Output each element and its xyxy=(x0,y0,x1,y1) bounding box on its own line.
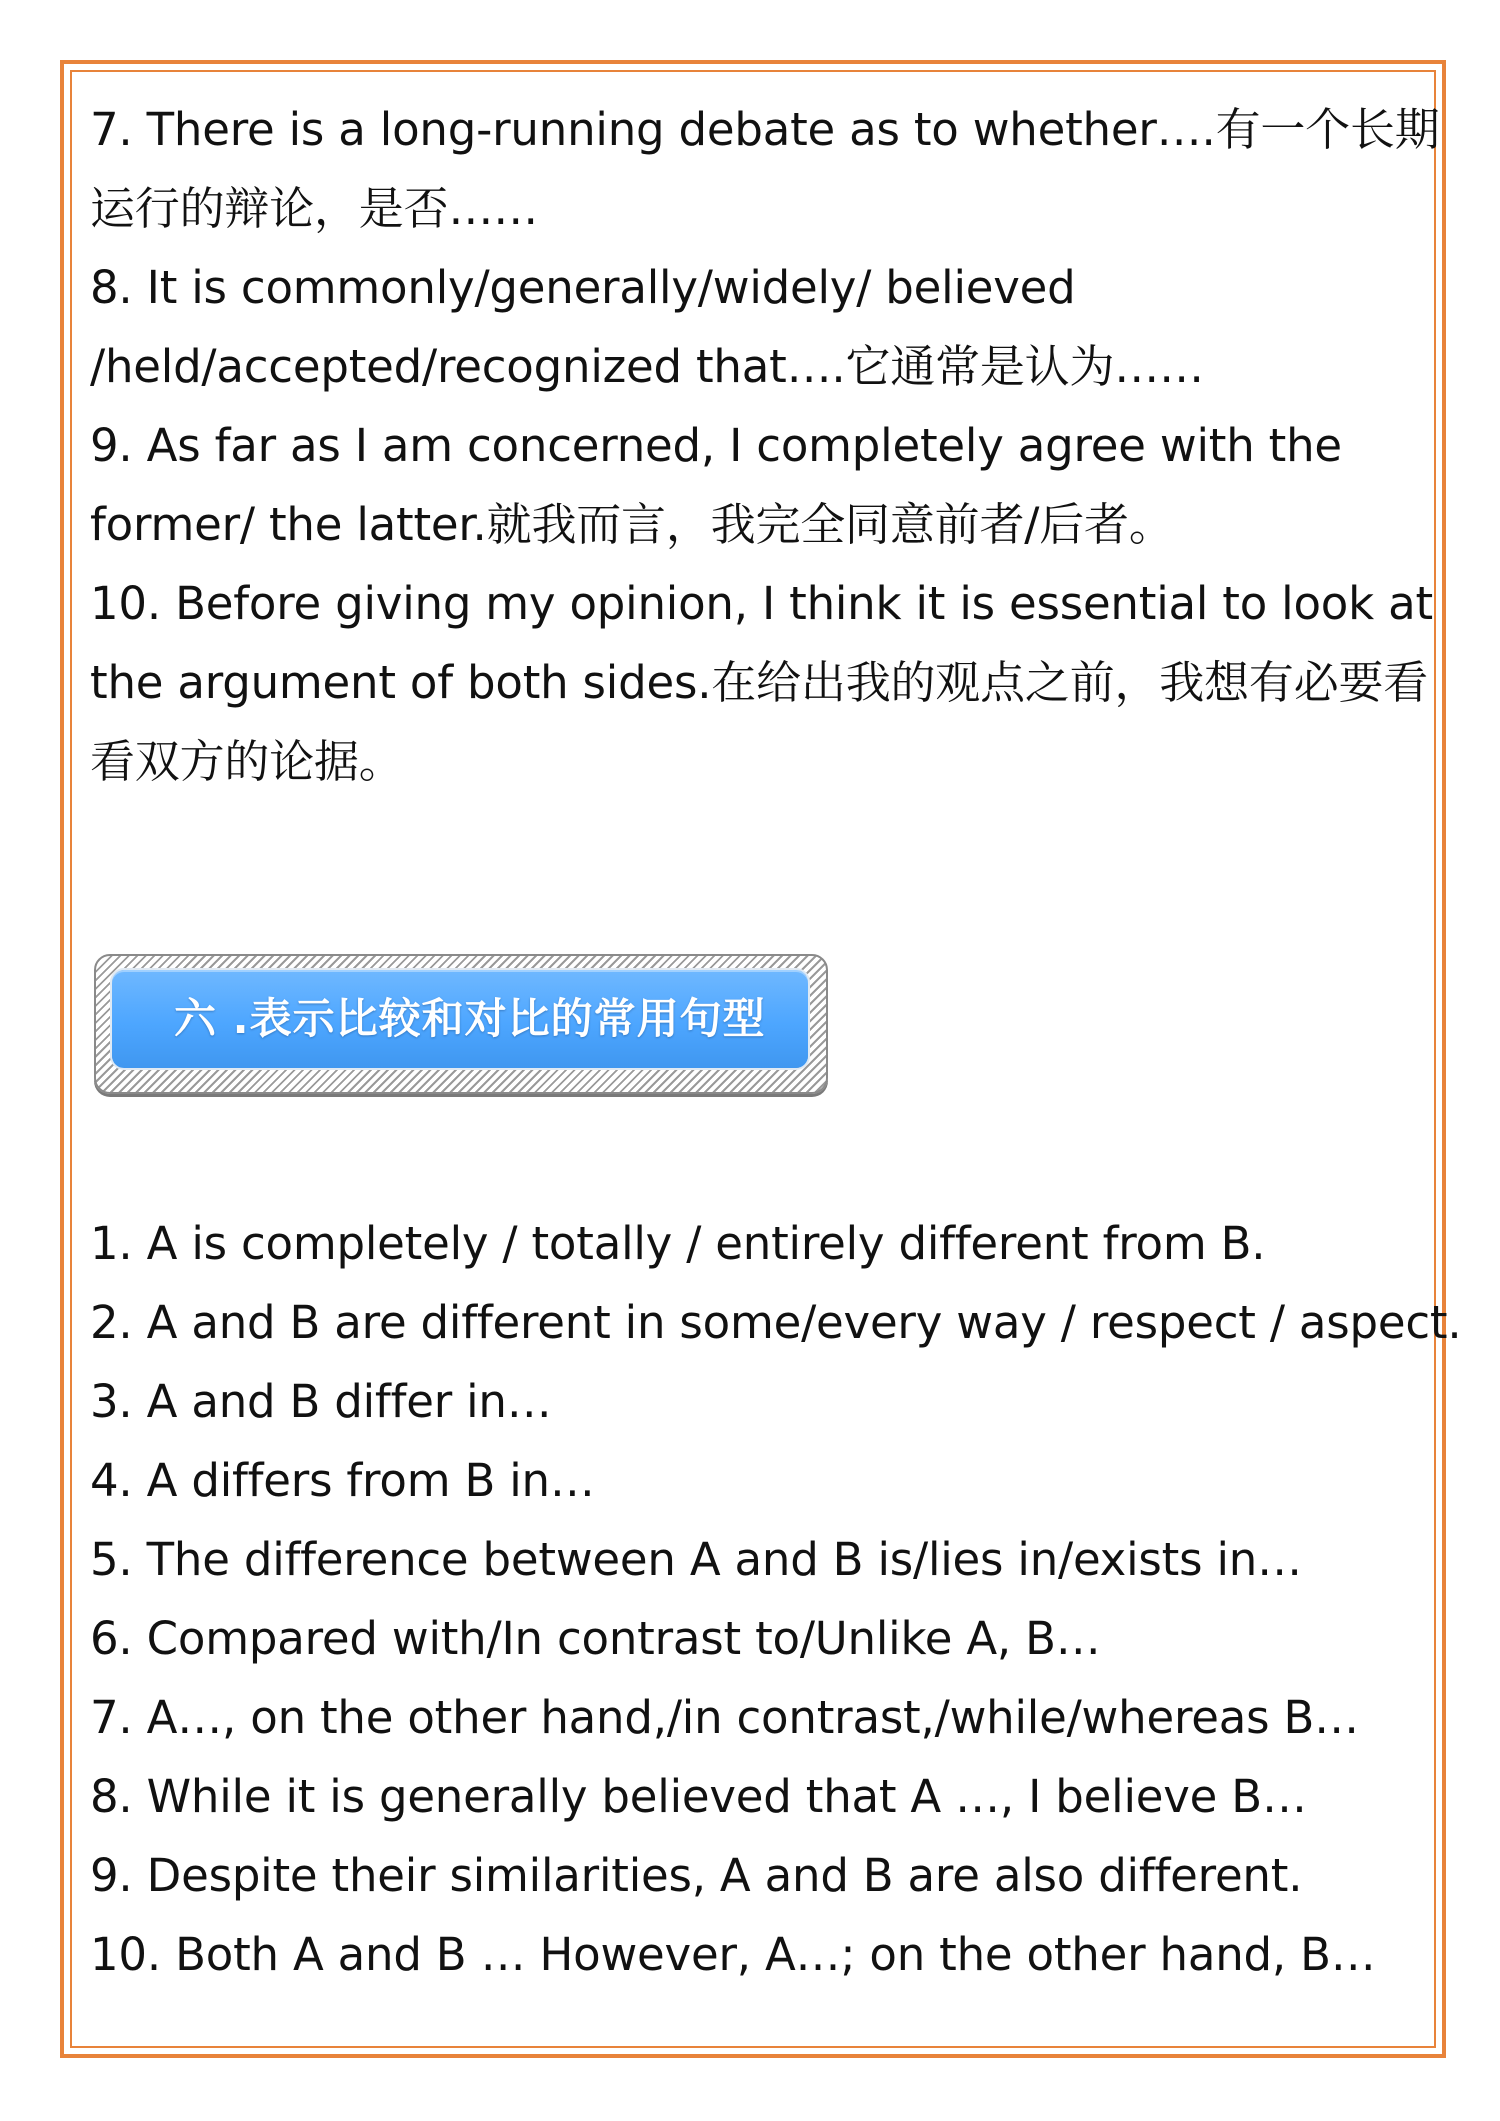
text-line: 9. As far as I am concerned, I completely agree with the xyxy=(90,419,1342,472)
list-item: 4. A differs from B in… xyxy=(90,1454,595,1507)
text-line: the argument of both sides.在给出我的观点之前，我想有必要看 xyxy=(90,656,1429,709)
section-heading-banner xyxy=(94,954,828,1094)
section-debate-phrases xyxy=(90,90,1440,801)
list-item: 7. A…, on the other hand,/in contrast,/while/whereas B… xyxy=(90,1691,1359,1744)
list-item: 2. A and B are different in some/every way / respect / aspect. xyxy=(90,1296,1462,1349)
list-item: 5. The difference between A and B is/lies in/exists in… xyxy=(90,1533,1302,1586)
list-item: 10. Both A and B … However, A…; on the other hand, B… xyxy=(90,1928,1376,1981)
list-item: 3. A and B differ in… xyxy=(90,1375,552,1428)
text-line: 8. It is commonly/generally/widely/ believed xyxy=(90,261,1076,314)
section-heading-text: 六 .表示比较和对比的常用句型 xyxy=(174,994,766,1043)
list-item: 8. While it is generally believed that A …, I believe B… xyxy=(90,1770,1307,1823)
list-item: 9. Despite their similarities, A and B are also different. xyxy=(90,1849,1303,1902)
list-item: 6. Compared with/In contrast to/Unlike A, B… xyxy=(90,1612,1101,1665)
text-line: 10. Before giving my opinion, I think it is essential to look at xyxy=(90,577,1433,630)
text-line: /held/accepted/recognized that….它通常是认为…… xyxy=(90,340,1204,393)
heading-pill xyxy=(112,970,808,1068)
text-line: former/ the latter.就我而言，我完全同意前者/后者。 xyxy=(90,498,1174,551)
section-comparison-phrases xyxy=(90,1204,1462,1994)
text-line: 运行的辩论，是否…… xyxy=(90,182,539,235)
text-line: 7. There is a long-running debate as to whether….有一个长期 xyxy=(90,103,1440,156)
list-item: 1. A is completely / totally / entirely different from B. xyxy=(90,1217,1266,1270)
text-line: 看双方的论据。 xyxy=(90,735,404,788)
